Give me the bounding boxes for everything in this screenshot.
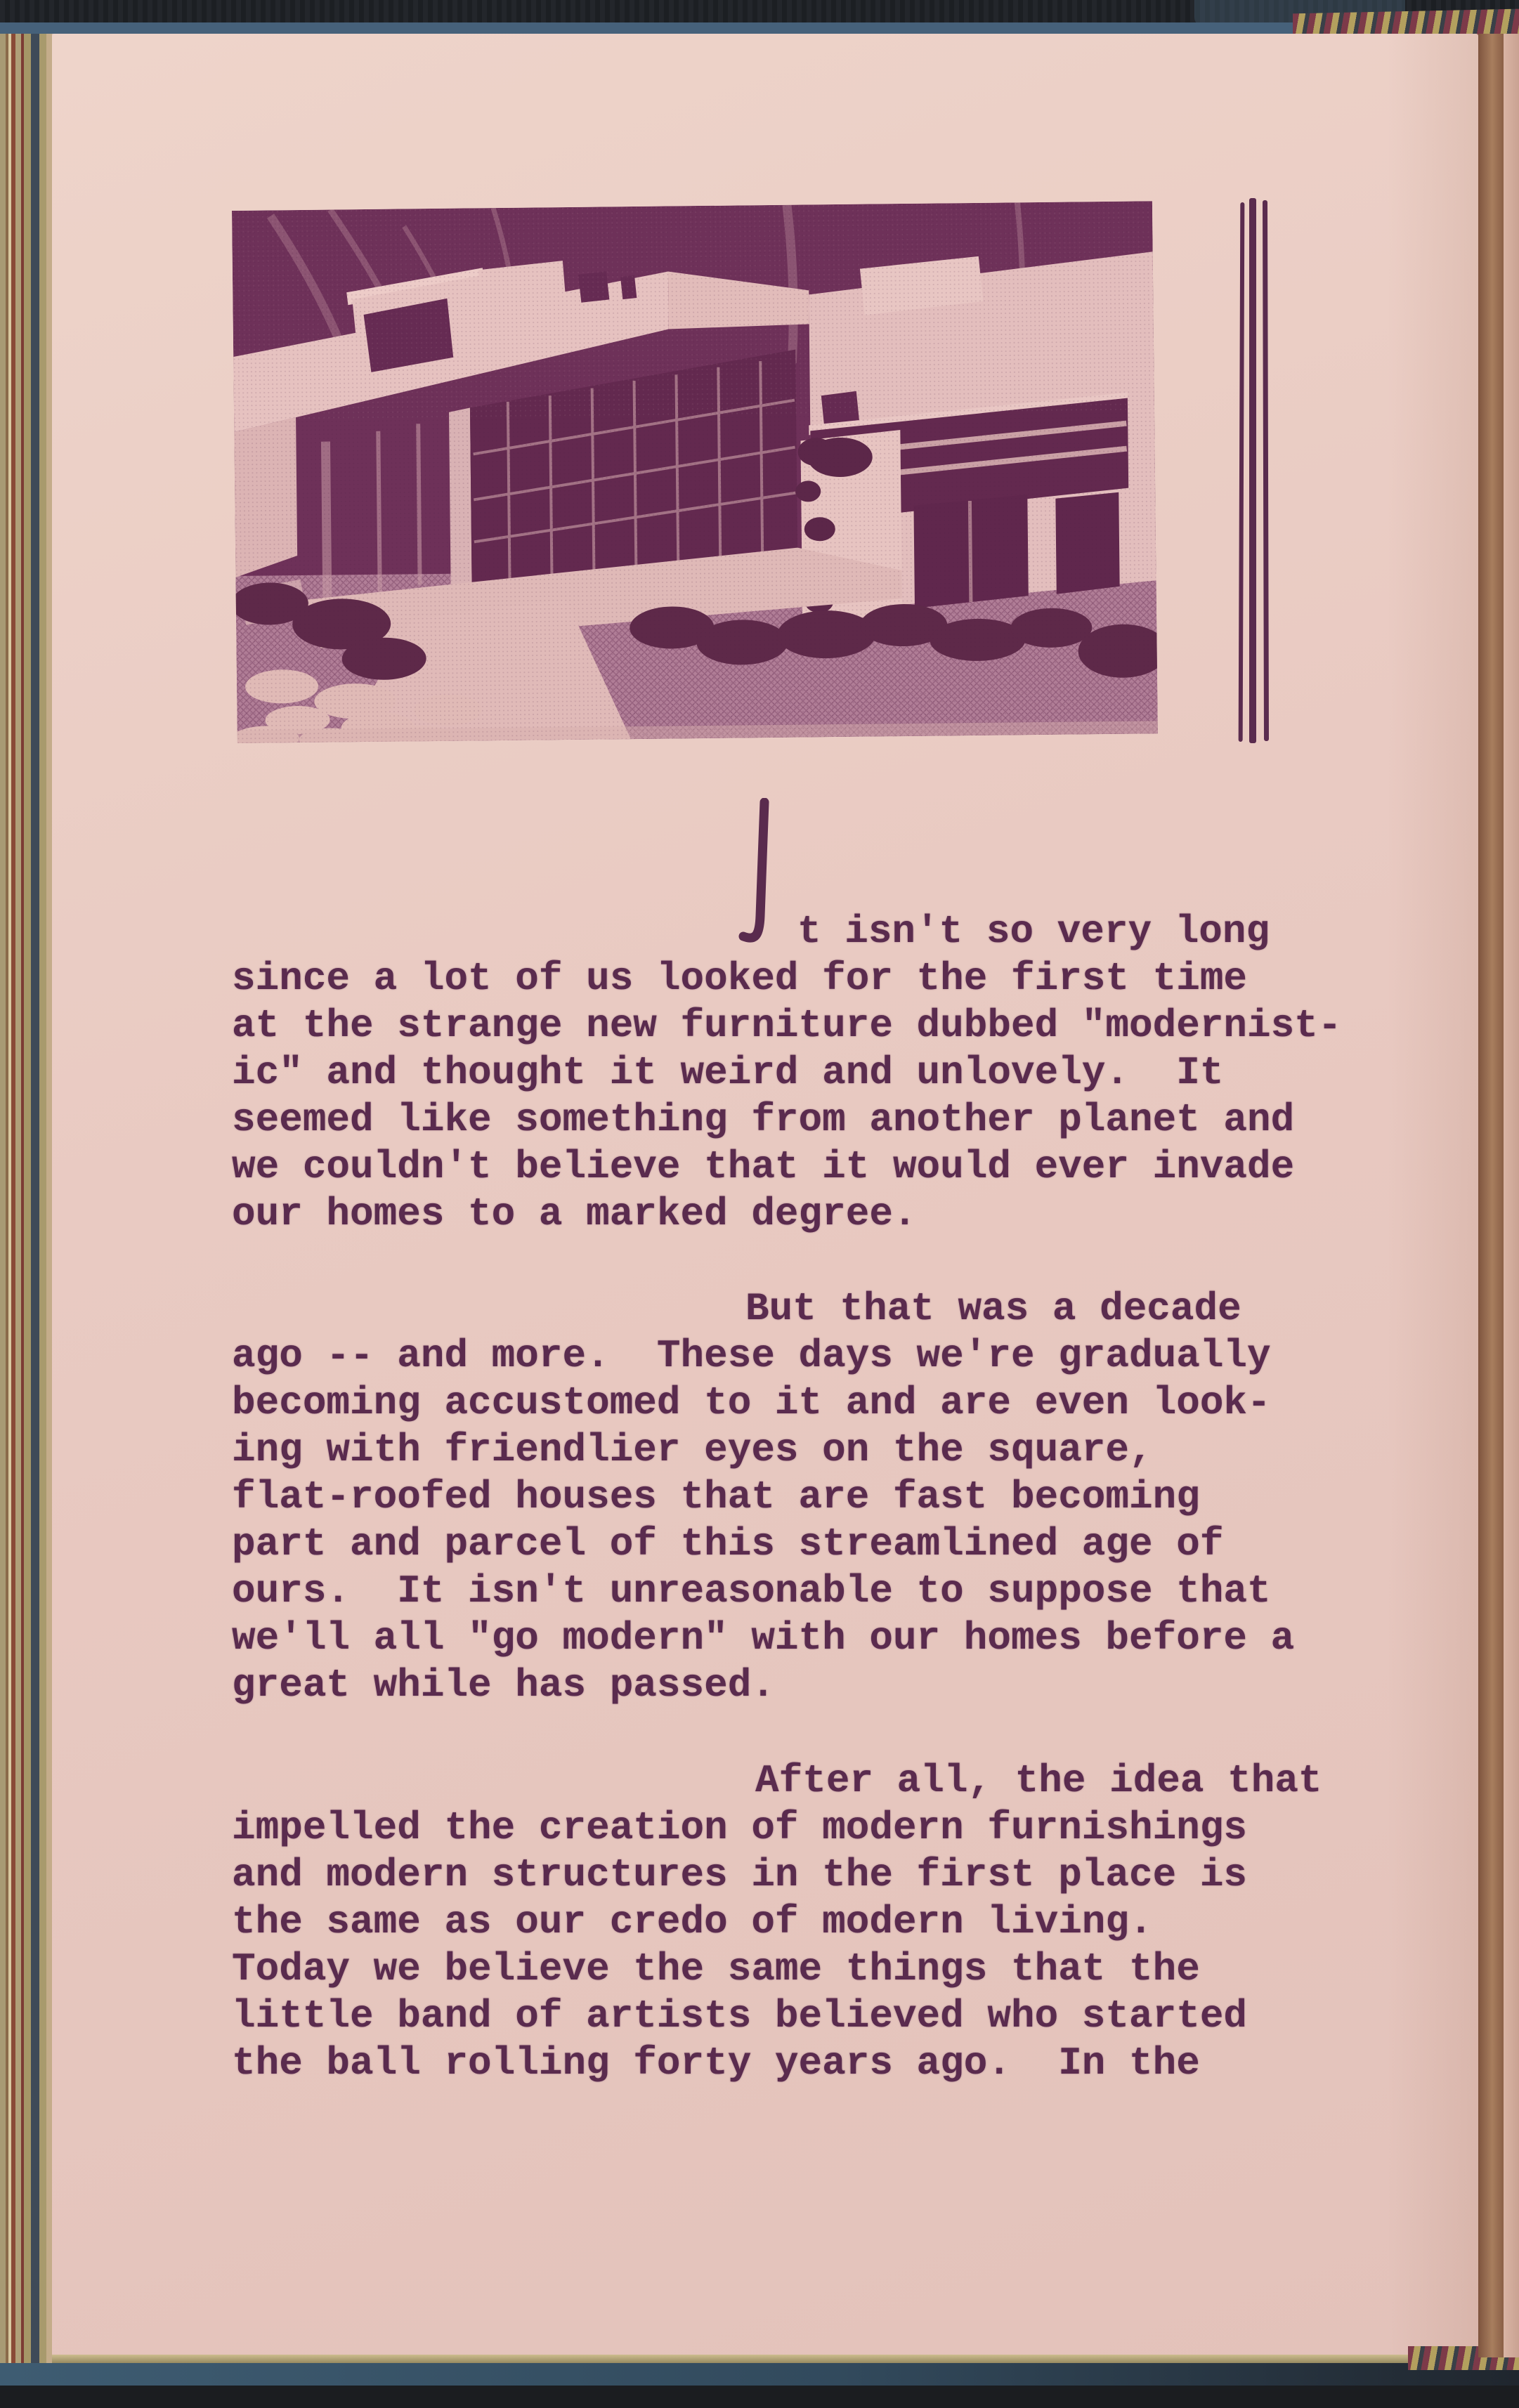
text-line: ours. It isn't unreasonable to suppose that [232,1569,1271,1614]
vertical-rule [1239,202,1245,742]
page-fore-edge-outer [1504,34,1519,2357]
text-line: at the strange new furniture dubbed "modernist- [232,1003,1342,1048]
text-line: we couldn't believe that it would ever invade [232,1144,1295,1189]
halftone-screen-light [232,201,1154,421]
text-line: Today we believe the same things that the [232,1946,1200,1991]
text-line: impelled the creation of modern furnishings [232,1805,1248,1850]
text-line: After all, the idea that [755,1758,1322,1803]
text-line: ic" and thought it weird and unlovely. It [232,1050,1224,1095]
paragraph-3 [232,1758,1454,2087]
vertical-rule [1249,198,1256,743]
text-line: flat-roofed houses that are fast becoming [232,1474,1200,1519]
text-line: our homes to a marked degree. [232,1191,917,1236]
text-line: seemed like something from another planet and [232,1097,1295,1142]
text-line: But that was a decade [745,1286,1241,1331]
text-line: we'll all "go modern" with our homes before a [232,1616,1295,1661]
text-line: t isn't so very long [797,909,1270,954]
book-cover-bottom-edge [0,2386,1519,2408]
page [52,34,1478,2362]
text-line: ing with friendlier eyes on the square, [232,1427,1153,1472]
text-line: little band of artists believed who started [232,1994,1248,2039]
text-line: ago -- and more. These days we're gradually [232,1333,1271,1378]
page-fore-edge [1478,34,1504,2357]
paragraph-2 [232,1285,1454,1709]
vertical-rule [1263,200,1269,741]
text-line: the ball rolling forty years ago. In the [232,2041,1200,2086]
text-line: part and parcel of this streamlined age of [232,1522,1224,1566]
text-line: great while has passed. [232,1663,775,1708]
house-photo [232,201,1158,743]
paragraph-1 [232,908,1454,1238]
triple-rule-decoration [1239,198,1276,743]
text-line: becoming accustomed to it and are even look- [232,1380,1271,1425]
page-stack-left-edge [0,34,58,2366]
text-line: and modern structures in the first place is [232,1852,1248,1897]
text-line: since a lot of us looked for the first time [232,956,1248,1001]
text-line: the same as our credo of modern living. [232,1899,1153,1944]
cover-blue-trim-bottom [0,2363,1519,2388]
